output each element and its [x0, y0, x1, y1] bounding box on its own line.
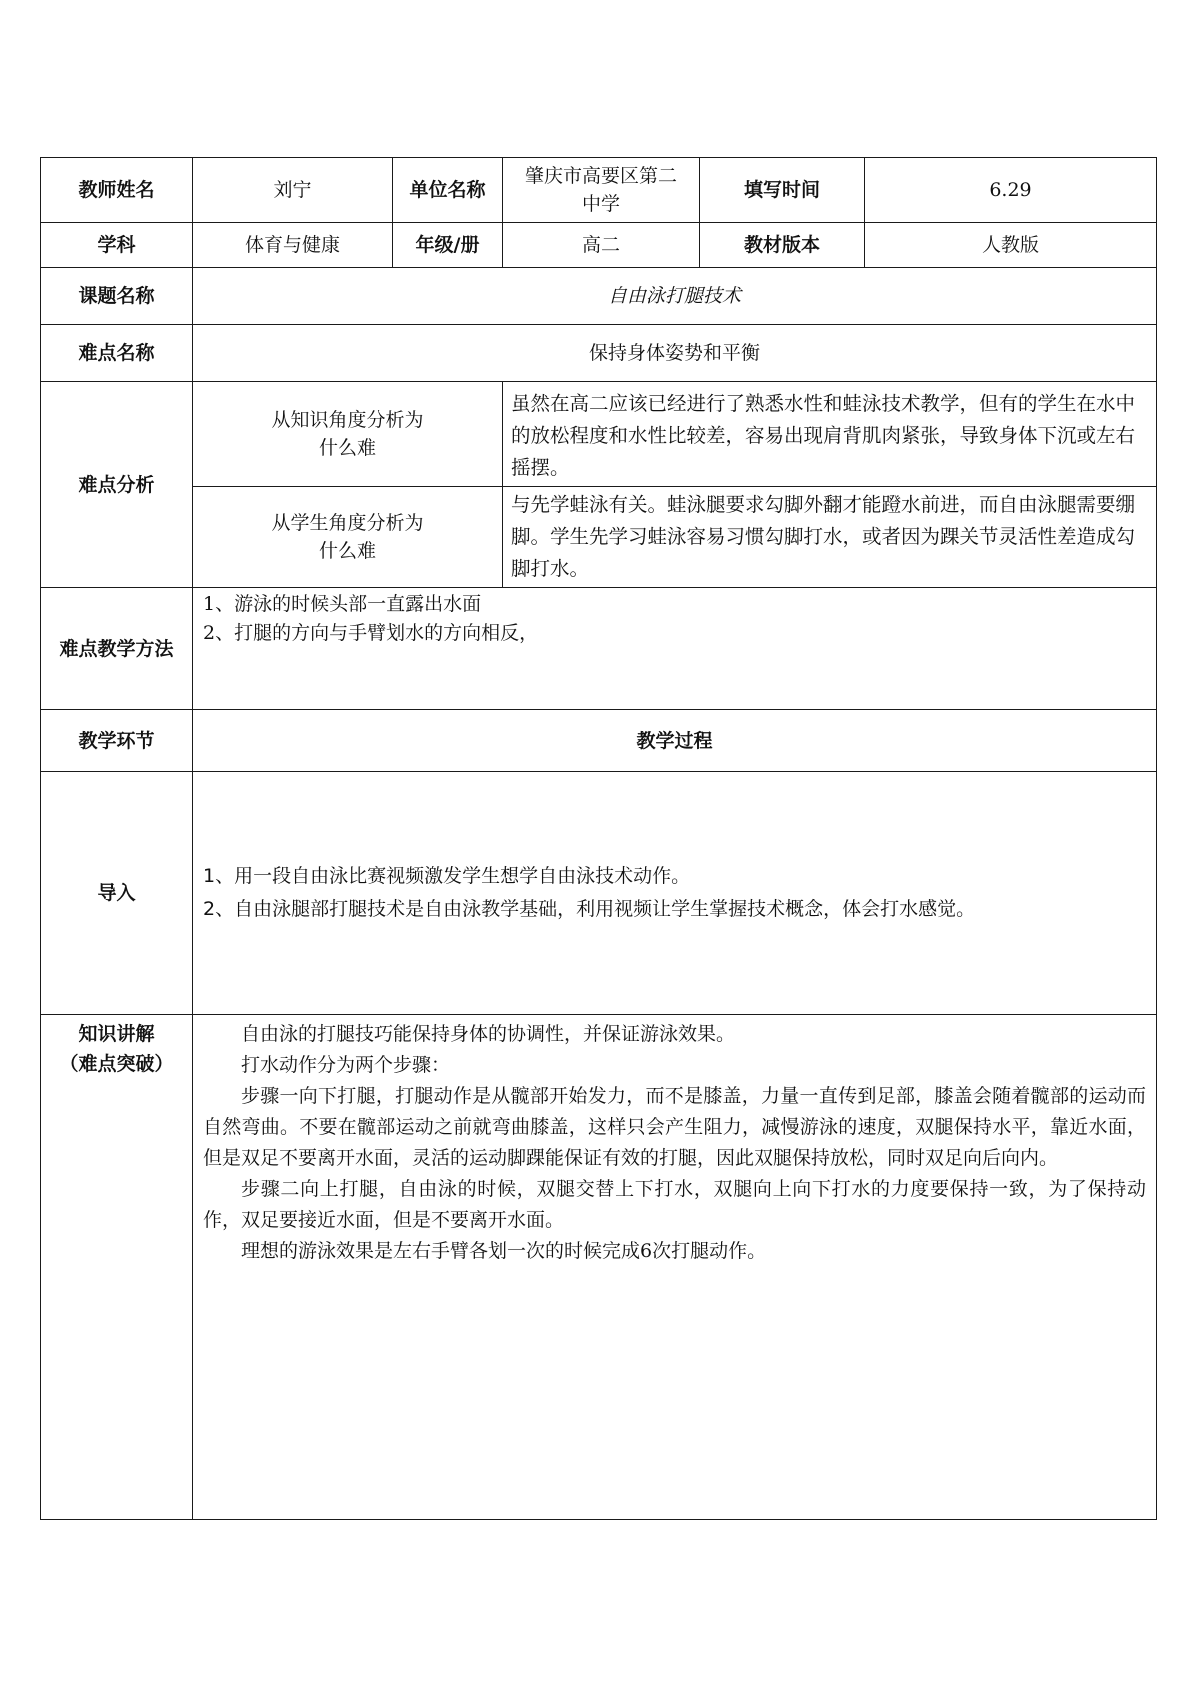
- intro-label: 导入: [41, 772, 193, 1015]
- stage-header: 教学环节: [41, 710, 193, 772]
- method-row: [41, 588, 1157, 710]
- knowledge-angle-label-line1: 从知识角度分析为: [271, 409, 424, 431]
- info-row-2: [41, 223, 1157, 268]
- intro-list: [193, 772, 1157, 1015]
- intro-row: [41, 772, 1157, 1015]
- knowledge-paragraph: 步骤一向下打腿，打腿动作是从髋部开始发力，而不是膝盖，力量一直传到足部，膝盖会随着髋部的运动而自然弯曲。不要在髋部运动之前就弯曲膝盖，这样只会产生阻力，减慢游泳的速度，双腿保持水平，靠近水面，但是双足不要离开水面，灵活的运动脚踝能保证有效的打腿，因此双腿保持放松，同时双足向后向内。: [203, 1085, 1146, 1169]
- knowledge-paragraph: 打水动作分为两个步骤：: [241, 1054, 451, 1076]
- knowledge-label-line1: 知识讲解: [78, 1023, 155, 1045]
- knowledge-angle-label: [193, 382, 503, 487]
- difficulty-row: [41, 325, 1157, 382]
- topic-label: 课题名称: [41, 268, 193, 325]
- lesson-plan-sheet: [40, 157, 1156, 1520]
- knowledge-angle-text: 虽然在高二应该已经进行了熟悉水性和蛙泳技术教学，但有的学生在水中的放松程度和水性比较差，容易出现肩背肌肉紧张，导致身体下沉或左右摇摆。: [503, 382, 1157, 487]
- knowledge-row: [41, 1015, 1157, 1520]
- difficulty-value: 保持身体姿势和平衡: [193, 325, 1157, 382]
- subject-value: 体育与健康: [193, 223, 393, 268]
- subject-label: 学科: [41, 223, 193, 268]
- student-angle-text: 与先学蛙泳有关。蛙泳腿要求勾脚外翻才能蹬水前进，而自由泳腿需要绷脚。学生先学习蛙泳容易习惯勾脚打水，或者因为踝关节灵活性差造成勾脚打水。: [503, 487, 1157, 588]
- student-angle-label-line1: 从学生角度分析为: [271, 512, 424, 534]
- grade-value: 高二: [503, 223, 700, 268]
- topic-value: 自由泳打腿技术: [193, 268, 1157, 325]
- unit-value-line2: 中学: [581, 193, 620, 215]
- date-value: 6.29: [865, 158, 1157, 223]
- student-angle-label: [193, 487, 503, 588]
- teacher-label: 教师姓名: [41, 158, 193, 223]
- grade-label: 年级/册: [393, 223, 503, 268]
- knowledge-label: [41, 1015, 193, 1520]
- topic-row: [41, 268, 1157, 325]
- method-label: 难点教学方法: [41, 588, 193, 710]
- analysis-knowledge-row: [41, 382, 1157, 487]
- edition-value: 人教版: [865, 223, 1157, 268]
- date-label: 填写时间: [700, 158, 865, 223]
- unit-value-line1: 肇庆市高要区第二: [524, 165, 677, 187]
- teacher-value: 刘宁: [193, 158, 393, 223]
- unit-label: 单位名称: [393, 158, 503, 223]
- process-header-row: [41, 710, 1157, 772]
- knowledge-paragraph: 自由泳的打腿技巧能保持身体的协调性，并保证游泳效果。: [241, 1023, 736, 1045]
- unit-value: [503, 158, 700, 223]
- knowledge-angle-label-line2: 什么难: [318, 437, 376, 459]
- intro-item: 2、自由泳腿部打腿技术是自由泳教学基础，利用视频让学生掌握技术概念，体会打水感觉。: [203, 898, 976, 920]
- edition-label: 教材版本: [700, 223, 865, 268]
- method-list: [193, 588, 1157, 710]
- info-row-1: [41, 158, 1157, 223]
- analysis-label: 难点分析: [41, 382, 193, 588]
- process-header: 教学过程: [193, 710, 1157, 772]
- student-angle-label-line2: 什么难: [318, 540, 376, 562]
- method-item: 2、打腿的方向与手臂划水的方向相反，: [203, 622, 539, 644]
- difficulty-label: 难点名称: [41, 325, 193, 382]
- intro-item: 1、用一段自由泳比赛视频激发学生想学自由泳技术动作。: [203, 865, 691, 887]
- knowledge-paragraph: 理想的游泳效果是左右手臂各划一次的时候完成6次打腿动作。: [241, 1240, 767, 1262]
- method-item: 1、游泳的时候头部一直露出水面: [203, 593, 482, 615]
- knowledge-content: [193, 1015, 1157, 1520]
- analysis-student-row: [41, 487, 1157, 588]
- knowledge-label-line2: （难点突破）: [59, 1053, 174, 1075]
- knowledge-paragraph: 步骤二向上打腿，自由泳的时候，双腿交替上下打水，双腿向上向下打水的力度要保持一致，为了保持动作，双足要接近水面，但是不要离开水面。: [203, 1178, 1146, 1231]
- lesson-plan-table: [40, 157, 1157, 1520]
